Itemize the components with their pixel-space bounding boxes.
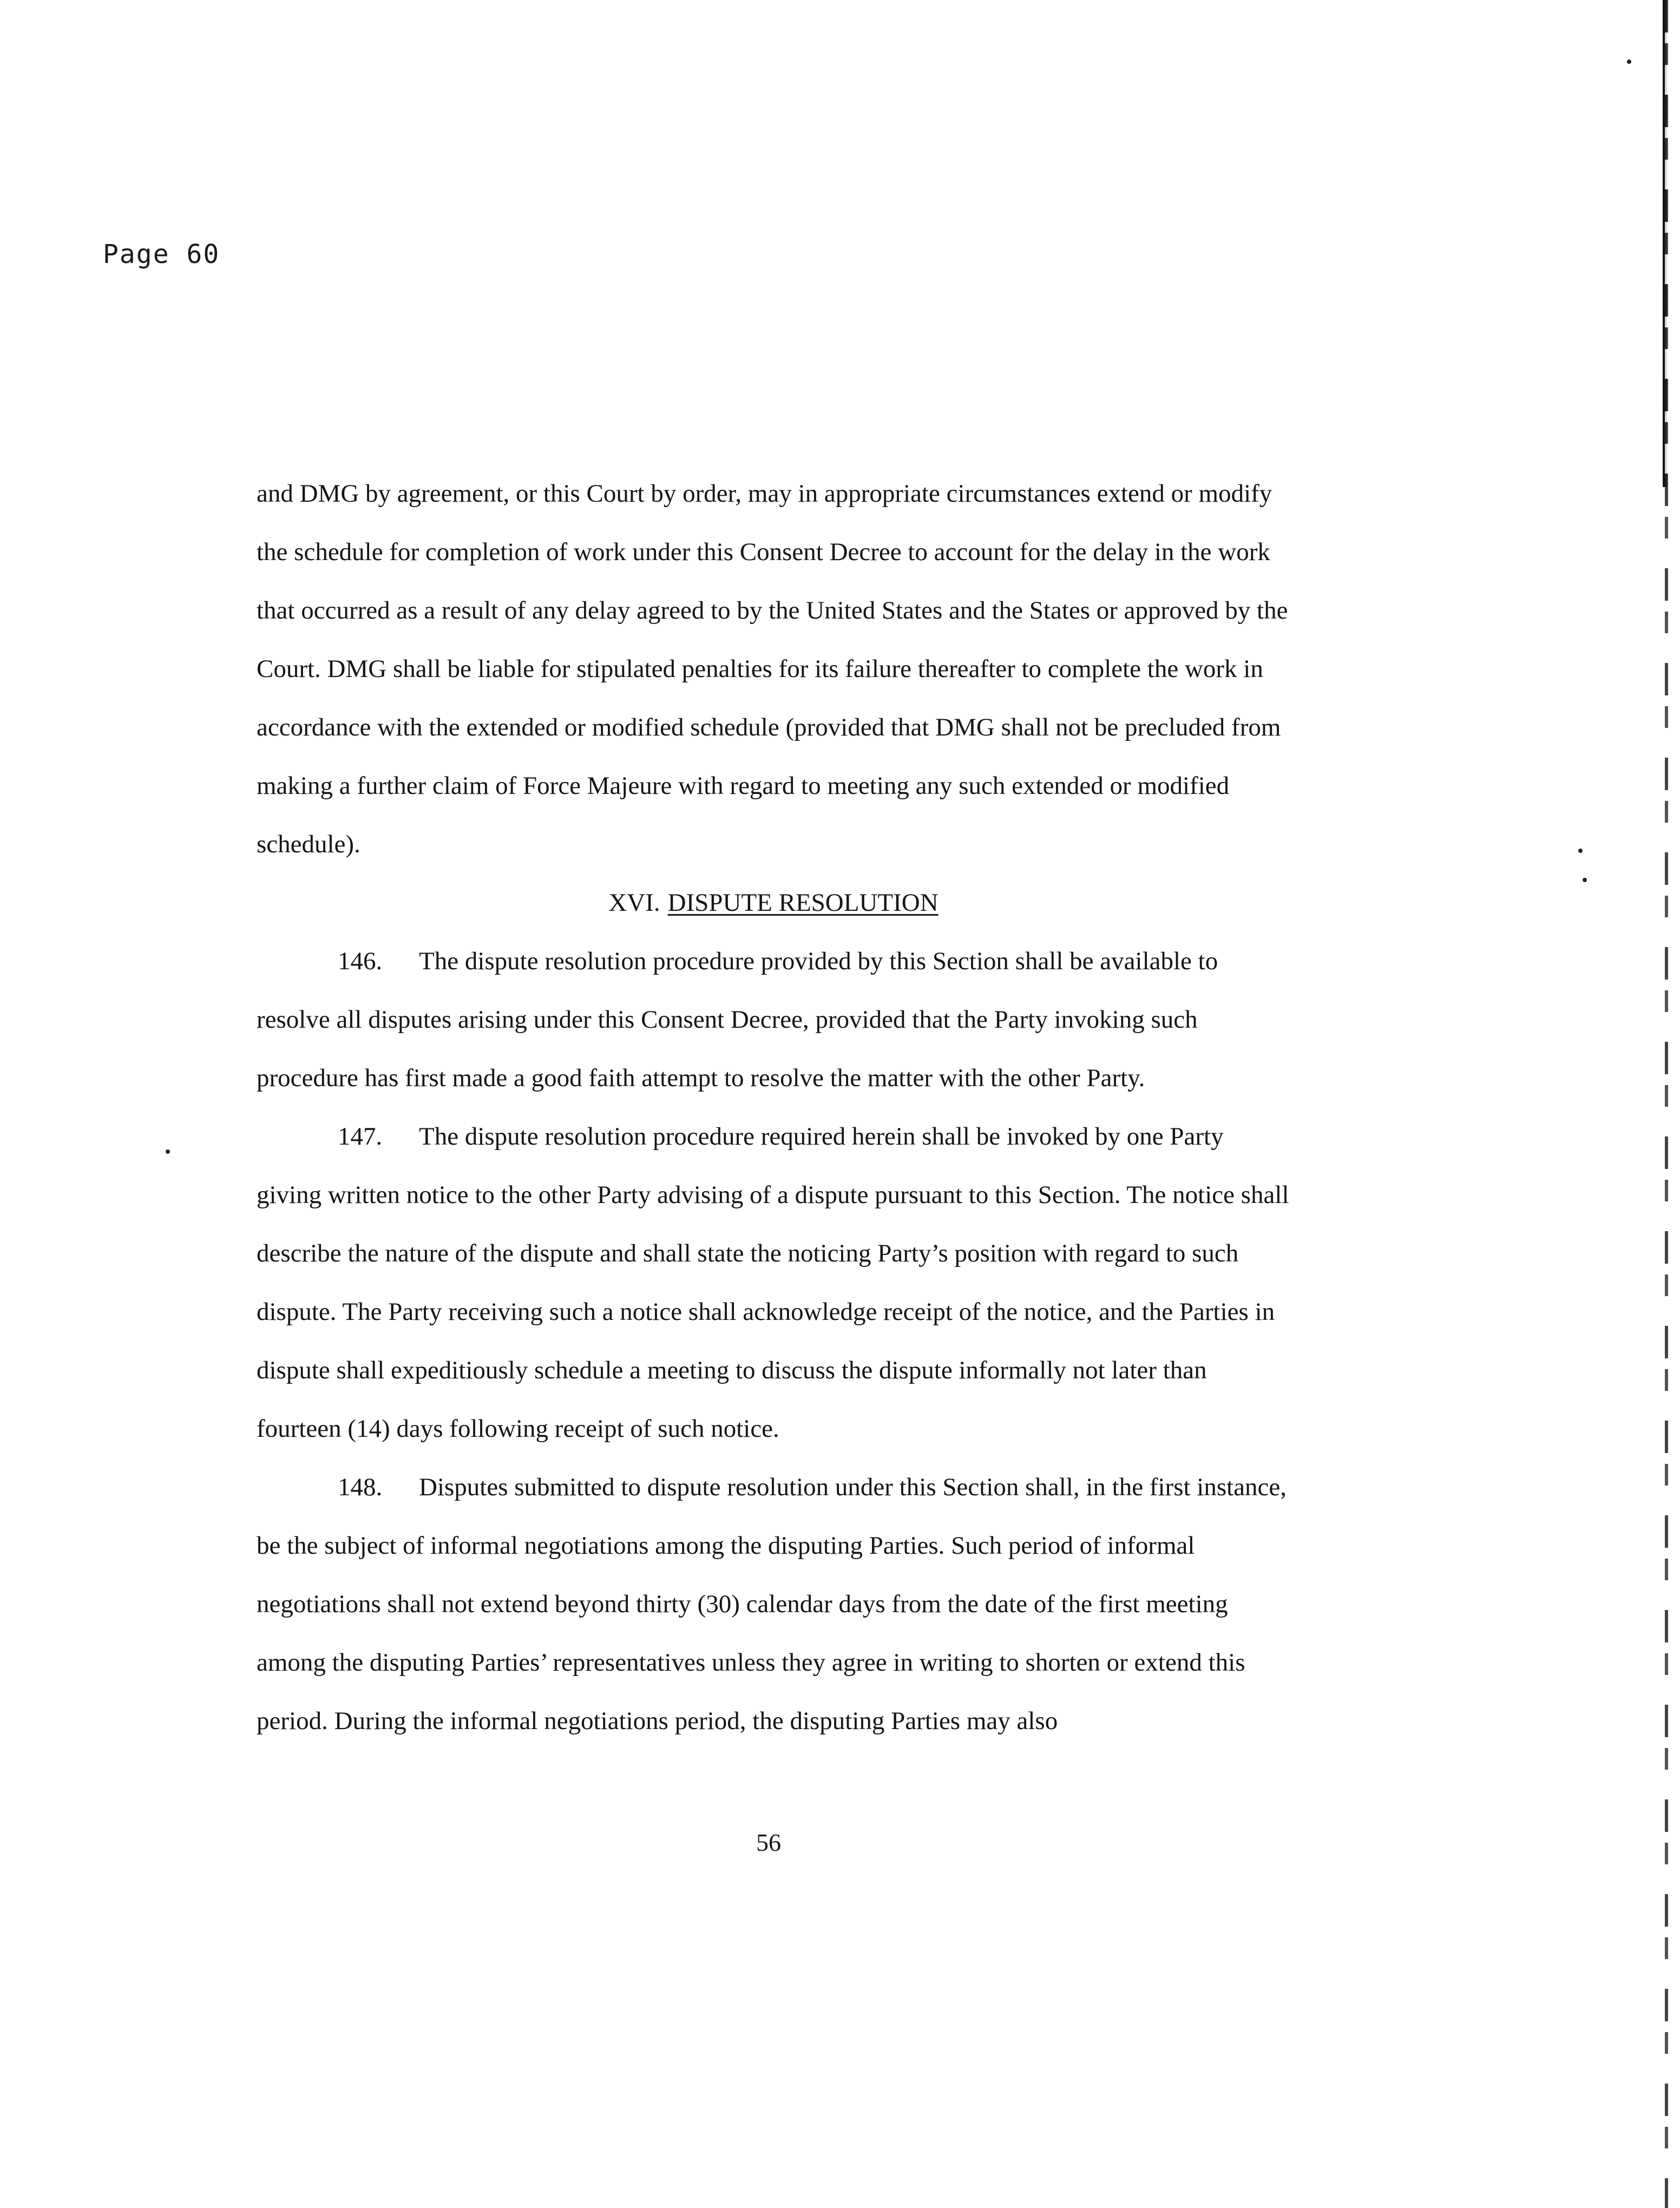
paragraph-146 (257, 932, 1290, 1107)
paragraph-text: Disputes submitted to dispute resolution under this Section shall, in the first instance, be the subject of informal negotiations among the disputing Parties. Such period of informal negotiations shall not extend beyond thirty (30) calendar days from the date of the first meeting among the disputing Parties’ representatives unless they agree in writing to shorten or extend this period. During the informal negotiations period, the disputing Parties may also (257, 1473, 1287, 1735)
paragraph-number: 146. (338, 947, 383, 975)
scan-speck (1627, 60, 1631, 64)
page-label: Page 60 (103, 239, 220, 270)
section-title: DISPUTE RESOLUTION (667, 889, 939, 917)
scan-edge-artifact (1665, 0, 1668, 2208)
section-heading (257, 873, 1290, 932)
scan-speck (1583, 878, 1587, 882)
paragraph-text: The dispute resolution procedure required herein shall be invoked by one Party giving written notice to the other Party advising of a dispute pursuant to this Section. The notice shall describe the nature of the dispute and shall state the noticing Party’s position with regard to such dispute. The Party receiving such a notice shall acknowledge receipt of the notice, and the Parties in dispute shall expeditiously schedule a meeting to discuss the dispute informally not later than fourteen (14) days following receipt of such notice. (257, 1122, 1289, 1443)
paragraph-text: The dispute resolution procedure provided by this Section shall be available to resolve all disputes arising under this Consent Decree, provided that the Party invoking such procedure has first made a good faith attempt to resolve the matter with the other Party. (257, 947, 1218, 1092)
scan-speck (1578, 849, 1583, 853)
continuation-paragraph: and DMG by agreement, or this Court by order, may in appropriate circumstances extend or modify the schedule for completion of work under this Consent Decree to account for the delay in the work that occurred as a result of any delay agreed to by the United States and the States or approved by the Court. DMG shall be liable for stipulated penalties for its failure thereafter to complete the work in accordance with the extended or modified schedule (provided that DMG shall not be precluded from making a further claim of Force Majeure with regard to meeting any such extended or modified schedule). (257, 479, 1288, 858)
section-number: XVI. (608, 889, 660, 917)
page-number: 56 (756, 1829, 781, 1856)
paragraph-number: 147. (338, 1122, 383, 1151)
paragraph-number: 148. (338, 1473, 383, 1501)
paragraph-148 (257, 1458, 1290, 1750)
document-body (257, 464, 1290, 1750)
scan-speck (166, 1149, 170, 1154)
paragraph-147 (257, 1107, 1290, 1458)
